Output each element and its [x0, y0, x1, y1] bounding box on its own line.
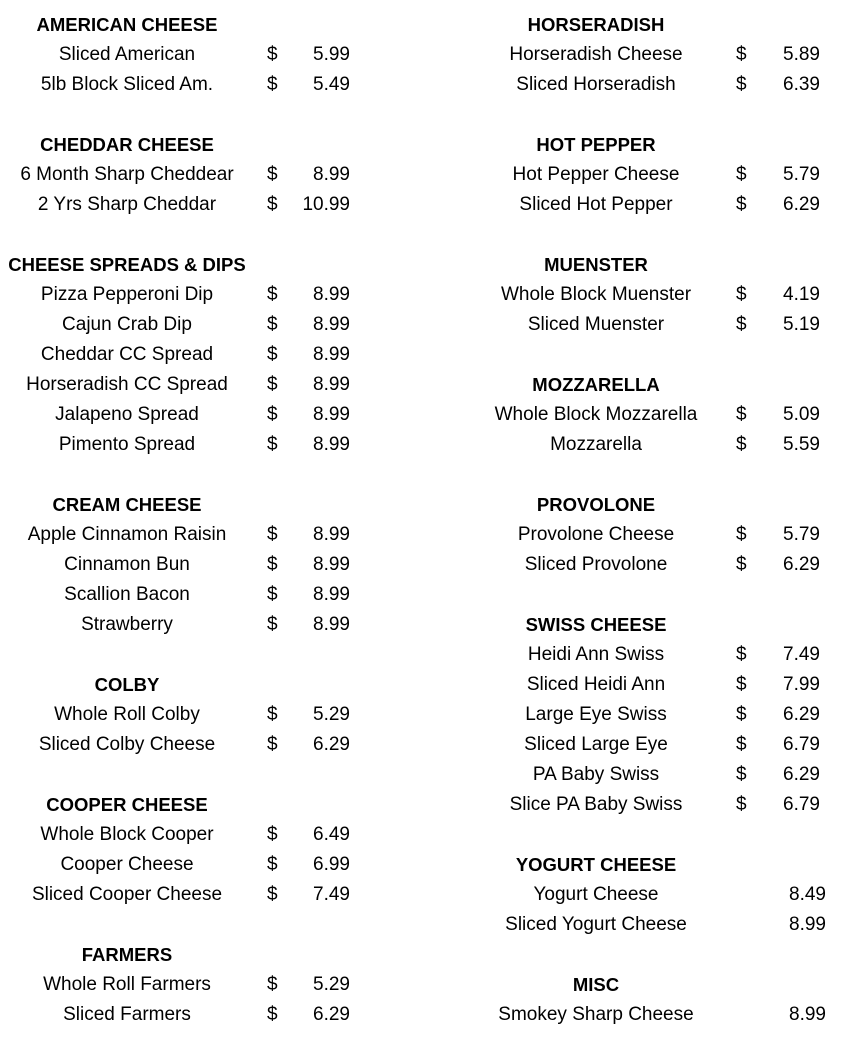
price-row-sliced-farmers: [0, 1000, 400, 1030]
item-price: 6.39: [783, 74, 820, 95]
item-name: Pizza Pepperoni Dip: [40, 284, 214, 305]
price-row-horseradish-cheese: [470, 40, 866, 70]
currency-symbol: $: [736, 794, 747, 815]
spacer: [470, 940, 866, 970]
currency-symbol: $: [267, 314, 278, 335]
currency-symbol: $: [267, 1004, 278, 1025]
currency-symbol: $: [267, 554, 278, 575]
spacer: [470, 340, 866, 370]
item-name: Sliced Yogurt Cheese: [505, 914, 687, 935]
item-price: 5.89: [783, 44, 820, 65]
price-row-cheddar-cc-spread: [0, 340, 400, 370]
item-price: 5.19: [783, 314, 820, 335]
item-name: Hot Pepper Cheese: [512, 164, 680, 185]
section-heading-cheddar-cheese: [0, 130, 400, 160]
item-name: Cooper Cheese: [60, 854, 194, 875]
item-name: Sliced Cooper Cheese: [31, 884, 223, 905]
price-row-sliced-cooper-cheese: [0, 880, 400, 910]
price-row-sliced-yogurt-cheese: [470, 910, 866, 940]
item-name: Sliced Colby Cheese: [38, 734, 216, 755]
spacer: [0, 910, 400, 940]
section-heading-label: HOT PEPPER: [536, 134, 656, 155]
currency-symbol: $: [736, 164, 747, 185]
currency-symbol: $: [267, 44, 278, 65]
item-price: 8.99: [789, 914, 826, 935]
item-name: PA Baby Swiss: [532, 764, 660, 785]
section-heading-cooper-cheese: [0, 790, 400, 820]
item-name: Sliced Farmers: [63, 1004, 191, 1025]
item-price: 8.49: [789, 884, 826, 905]
currency-symbol: $: [267, 194, 278, 215]
section-heading-colby: [0, 670, 400, 700]
spacer: [470, 820, 866, 850]
item-name: Sliced Large Eye: [524, 734, 668, 755]
currency-symbol: $: [736, 554, 747, 575]
item-name: Whole Block Mozzarella: [494, 404, 698, 425]
price-row-provolone-cheese: [470, 520, 866, 550]
item-price: 5.79: [783, 164, 820, 185]
spacer: [470, 580, 866, 610]
item-name: Strawberry: [81, 614, 173, 635]
item-price: 8.99: [313, 284, 350, 305]
item-name: Large Eye Swiss: [525, 704, 667, 725]
item-name: Smokey Sharp Cheese: [498, 1004, 694, 1025]
price-row-cajun-crab-dip: [0, 310, 400, 340]
section-heading-label: PROVOLONE: [536, 494, 656, 515]
item-name: Apple Cinnamon Raisin: [27, 524, 227, 545]
spacer: [470, 460, 866, 490]
item-name: Jalapeno Spread: [55, 404, 199, 425]
item-name: Sliced Muenster: [527, 314, 665, 335]
item-price: 5.29: [313, 974, 350, 995]
price-row-whole-block-cooper: [0, 820, 400, 850]
item-name: Whole Roll Colby: [54, 704, 200, 725]
item-name: Heidi Ann Swiss: [527, 644, 665, 665]
item-price: 8.99: [313, 584, 350, 605]
price-row-whole-roll-colby: [0, 700, 400, 730]
section-heading-american-cheese: [0, 10, 400, 40]
price-row-sliced-muenster: [470, 310, 866, 340]
currency-symbol: $: [736, 524, 747, 545]
currency-symbol: $: [736, 674, 747, 695]
currency-symbol: $: [736, 434, 747, 455]
currency-symbol: $: [267, 74, 278, 95]
price-row-sliced-american: [0, 40, 400, 70]
price-row-yogurt-cheese: [470, 880, 866, 910]
item-price: 8.99: [313, 554, 350, 575]
price-row-whole-roll-farmers: [0, 970, 400, 1000]
item-name: Sliced Hot Pepper: [519, 194, 673, 215]
item-name: Yogurt Cheese: [533, 884, 659, 905]
section-heading-label: CHEESE SPREADS & DIPS: [8, 254, 246, 275]
section-heading-label: COOPER CHEESE: [46, 794, 208, 815]
price-row-2-yrs-sharp-cheddar: [0, 190, 400, 220]
item-price: 8.99: [313, 374, 350, 395]
item-name: Whole Roll Farmers: [43, 974, 211, 995]
currency-symbol: $: [267, 854, 278, 875]
currency-symbol: $: [736, 734, 747, 755]
section-heading-label: CREAM CHEESE: [52, 494, 202, 515]
price-row-slice-pa-baby-swiss: [470, 790, 866, 820]
section-heading-misc: [470, 970, 866, 1000]
currency-symbol: $: [736, 764, 747, 785]
item-price: 6.29: [313, 734, 350, 755]
price-row-scallion-bacon: [0, 580, 400, 610]
left-price-column: [0, 10, 400, 1030]
currency-symbol: $: [736, 644, 747, 665]
item-price: 8.99: [313, 434, 350, 455]
item-name: Scallion Bacon: [64, 584, 190, 605]
item-price: 7.49: [783, 644, 820, 665]
item-price: 5.79: [783, 524, 820, 545]
currency-symbol: $: [267, 284, 278, 305]
item-name: Pimento Spread: [58, 434, 196, 455]
item-price: 5.99: [313, 44, 350, 65]
spacer: [0, 760, 400, 790]
currency-symbol: $: [736, 284, 747, 305]
item-price: 6.79: [783, 734, 820, 755]
item-name: Cheddar CC Spread: [40, 344, 214, 365]
currency-symbol: $: [736, 74, 747, 95]
section-heading-label: YOGURT CHEESE: [515, 854, 677, 875]
price-row-sliced-provolone: [470, 550, 866, 580]
price-row-apple-cinnamon-raisin: [0, 520, 400, 550]
section-heading-horseradish: [470, 10, 866, 40]
item-price: 8.99: [789, 1004, 826, 1025]
price-row-pimento-spread: [0, 430, 400, 460]
item-name: Mozzarella: [550, 434, 642, 455]
item-price: 6.29: [783, 554, 820, 575]
price-row-6-month-sharp-cheddear: [0, 160, 400, 190]
item-price: 5.59: [783, 434, 820, 455]
price-row-large-eye-swiss: [470, 700, 866, 730]
currency-symbol: $: [267, 164, 278, 185]
item-price: 6.99: [313, 854, 350, 875]
item-name: Sliced American: [58, 44, 196, 65]
currency-symbol: $: [267, 404, 278, 425]
section-heading-swiss-cheese: [470, 610, 866, 640]
item-price: 6.79: [783, 794, 820, 815]
price-row-mozzarella: [470, 430, 866, 460]
section-heading-label: MUENSTER: [544, 254, 648, 275]
price-row-5lb-block-sliced-am: [0, 70, 400, 100]
item-price: 5.49: [313, 74, 350, 95]
price-row-pizza-pepperoni-dip: [0, 280, 400, 310]
price-row-jalapeno-spread: [0, 400, 400, 430]
price-row-sliced-colby-cheese: [0, 730, 400, 760]
price-row-heidi-ann-swiss: [470, 640, 866, 670]
item-name: Provolone Cheese: [517, 524, 675, 545]
item-price: 4.19: [783, 284, 820, 305]
price-row-hot-pepper-cheese: [470, 160, 866, 190]
item-name: Horseradish CC Spread: [26, 374, 228, 395]
price-row-strawberry: [0, 610, 400, 640]
item-name: Whole Block Muenster: [500, 284, 692, 305]
currency-symbol: $: [267, 974, 278, 995]
item-price: 8.99: [313, 524, 350, 545]
section-heading-muenster: [470, 250, 866, 280]
currency-symbol: $: [267, 434, 278, 455]
item-name: Horseradish Cheese: [509, 44, 683, 65]
currency-symbol: $: [736, 194, 747, 215]
price-row-sliced-heidi-ann: [470, 670, 866, 700]
currency-symbol: $: [267, 824, 278, 845]
section-heading-label: COLBY: [94, 674, 160, 695]
item-name: 2 Yrs Sharp Cheddar: [37, 194, 217, 215]
item-price: 5.29: [313, 704, 350, 725]
spacer: [0, 100, 400, 130]
item-name: Slice PA Baby Swiss: [509, 794, 683, 815]
item-price: 6.49: [313, 824, 350, 845]
section-heading-mozzarella: [470, 370, 866, 400]
item-name: Whole Block Cooper: [40, 824, 214, 845]
section-heading-farmers: [0, 940, 400, 970]
section-heading-cheese-spreads-dips: [0, 250, 400, 280]
item-price: 5.09: [783, 404, 820, 425]
section-heading-label: CHEDDAR CHEESE: [40, 134, 214, 155]
item-name: Sliced Heidi Ann: [526, 674, 666, 695]
currency-symbol: $: [267, 734, 278, 755]
section-heading-label: SWISS CHEESE: [525, 614, 667, 635]
item-price: 8.99: [313, 344, 350, 365]
currency-symbol: $: [736, 404, 747, 425]
item-price: 6.29: [783, 764, 820, 785]
item-price: 8.99: [313, 614, 350, 635]
item-price: 6.29: [783, 194, 820, 215]
item-price: 6.29: [313, 1004, 350, 1025]
section-heading-label: AMERICAN CHEESE: [36, 14, 218, 35]
section-heading-label: HORSERADISH: [527, 14, 665, 35]
item-name: 6 Month Sharp Cheddear: [20, 164, 234, 185]
item-name: Cajun Crab Dip: [62, 314, 192, 335]
price-row-smokey-sharp-cheese: [470, 1000, 866, 1030]
currency-symbol: $: [267, 524, 278, 545]
price-row-horseradish-cc-spread: [0, 370, 400, 400]
currency-symbol: $: [267, 884, 278, 905]
section-heading-yogurt-cheese: [470, 850, 866, 880]
item-price: 7.99: [783, 674, 820, 695]
item-name: Cinnamon Bun: [64, 554, 190, 575]
spacer: [470, 220, 866, 250]
item-price: 8.99: [313, 404, 350, 425]
currency-symbol: $: [736, 314, 747, 335]
item-price: 7.49: [313, 884, 350, 905]
currency-symbol: $: [736, 704, 747, 725]
spacer: [470, 100, 866, 130]
section-heading-label: MOZZARELLA: [532, 374, 660, 395]
spacer: [0, 460, 400, 490]
currency-symbol: $: [736, 44, 747, 65]
spacer: [0, 220, 400, 250]
item-name: Sliced Horseradish: [516, 74, 676, 95]
section-heading-hot-pepper: [470, 130, 866, 160]
price-row-sliced-hot-pepper: [470, 190, 866, 220]
currency-symbol: $: [267, 374, 278, 395]
section-heading-label: MISC: [572, 974, 620, 995]
price-row-whole-block-muenster: [470, 280, 866, 310]
price-row-cooper-cheese: [0, 850, 400, 880]
currency-symbol: $: [267, 584, 278, 605]
price-row-whole-block-mozzarella: [470, 400, 866, 430]
item-price: 8.99: [313, 314, 350, 335]
section-heading-label: FARMERS: [81, 944, 173, 965]
item-name: Sliced Provolone: [524, 554, 668, 575]
section-heading-cream-cheese: [0, 490, 400, 520]
price-row-sliced-large-eye: [470, 730, 866, 760]
price-row-pa-baby-swiss: [470, 760, 866, 790]
item-name: 5lb Block Sliced Am.: [40, 74, 214, 95]
item-price: 8.99: [313, 164, 350, 185]
spacer: [0, 640, 400, 670]
item-price: 10.99: [302, 194, 350, 215]
right-price-column: [470, 10, 866, 1030]
currency-symbol: $: [267, 704, 278, 725]
price-row-cinnamon-bun: [0, 550, 400, 580]
currency-symbol: $: [267, 614, 278, 635]
price-row-sliced-horseradish: [470, 70, 866, 100]
currency-symbol: $: [267, 344, 278, 365]
section-heading-provolone: [470, 490, 866, 520]
item-price: 6.29: [783, 704, 820, 725]
